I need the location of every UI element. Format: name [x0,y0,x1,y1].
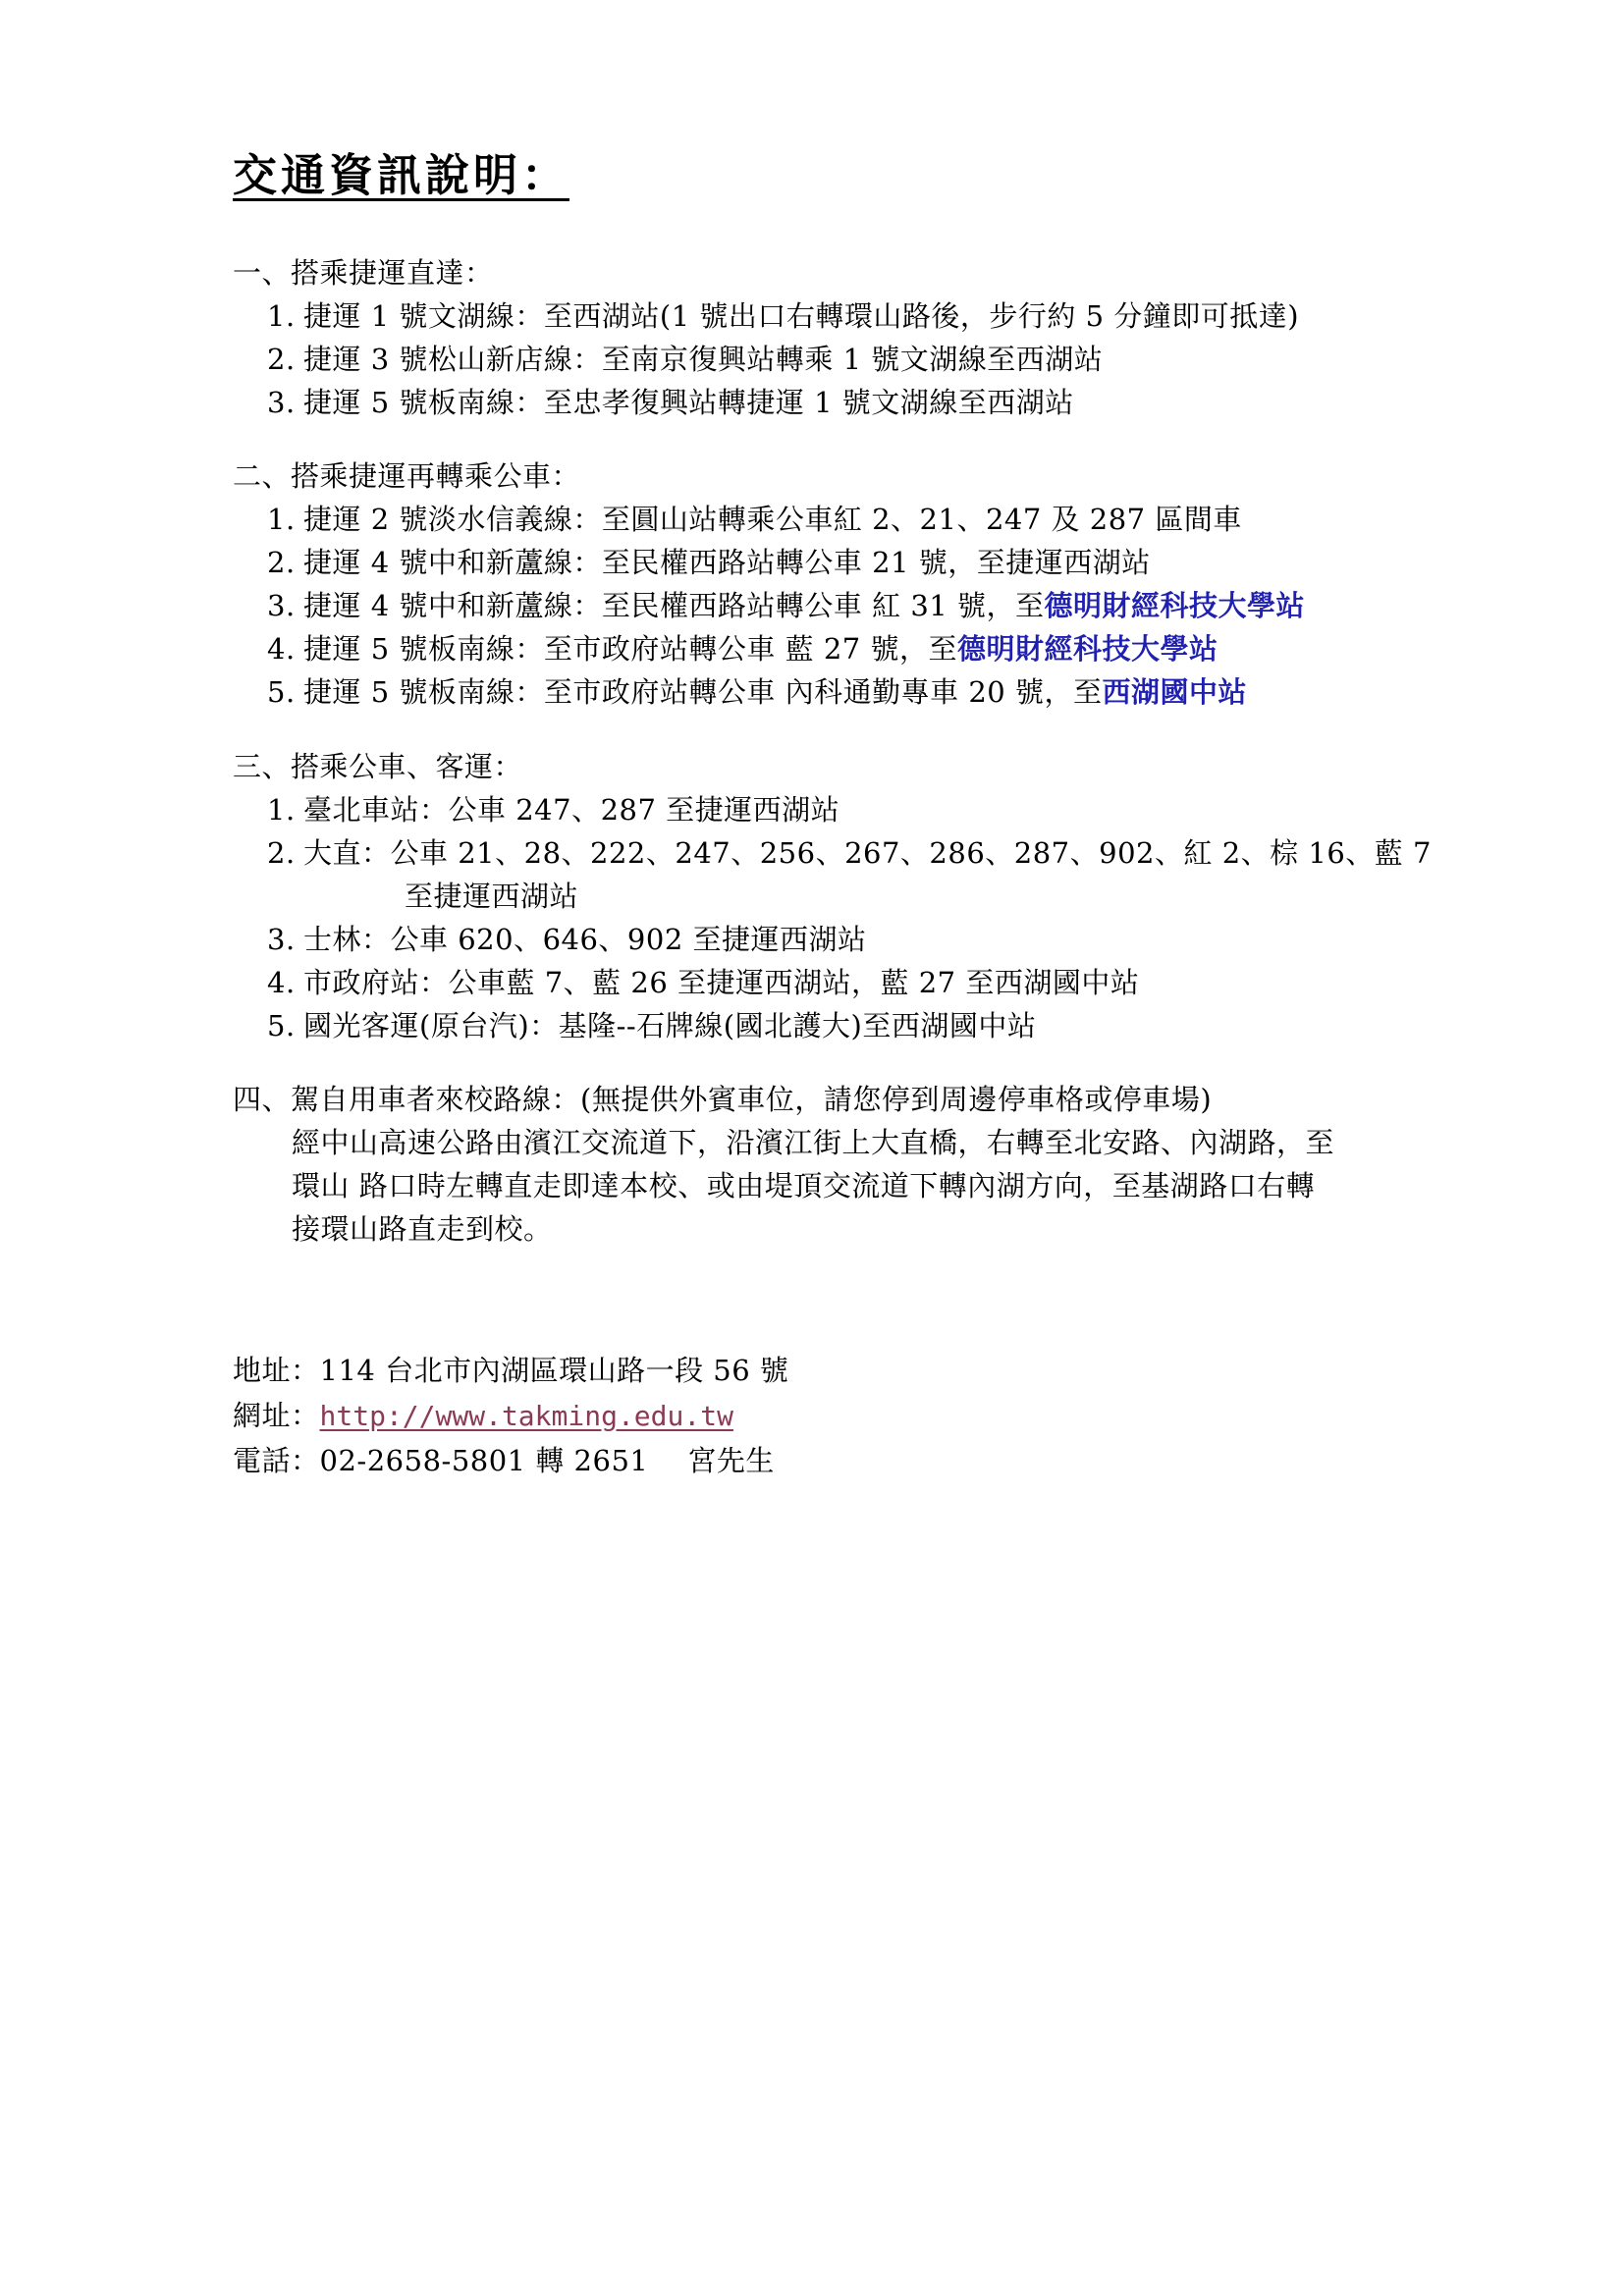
list-item [233,498,1305,541]
item-number: 1. [267,793,296,827]
section-heading: 一、搭乘捷運直達： [233,256,494,290]
destination-highlight: 西湖國中站 [1102,675,1247,709]
list-item [233,584,1305,627]
list-item [233,627,1305,670]
list-item [233,294,1299,338]
page-title: 交通資訊說明： [233,149,570,201]
item-text: 捷運 5 號板南線：至市政府站轉公車 藍 27 號，至 [303,632,957,666]
section-mrt-bus-transfer [233,454,1305,714]
destination-highlight: 德明財經科技大學站 [956,632,1218,666]
item-text: 捷運 3 號松山新店線：至南京復興站轉乘 1 號文湖線至西湖站 [303,343,1104,376]
list-item [233,831,1432,875]
item-text: 國光客運(原台汽)：基隆--石牌線(國北護大)至西湖國中站 [303,1009,1037,1042]
website-label: 網址： [233,1399,320,1432]
item-number: 1. [267,299,296,333]
item-text: 捷運 4 號中和新蘆線：至民權西路站轉公車 21 號，至捷運西湖站 [303,546,1151,579]
section-mrt-direct [233,251,1299,424]
section-driving [233,1078,1334,1251]
item-text: 士林：公車 620、646、902 至捷運西湖站 [303,923,867,956]
item-text: 捷運 1 號文湖線：至西湖站(1 號出口右轉環山路後，步行約 5 分鐘即可抵達) [303,299,1300,333]
item-text: 捷運 2 號淡水信義線：至圓山站轉乘公車紅 2、21、247 及 287 區間車 [303,503,1242,536]
item-number: 4. [267,966,296,999]
section-heading: 三、搭乘公車、客運： [233,750,523,783]
item-number: 3. [267,589,296,622]
list-item [233,670,1305,714]
section-heading: 二、搭乘捷運再轉乘公車： [233,459,581,493]
list-item [233,918,1432,961]
item-number: 5. [267,1009,296,1042]
item-text: 市政府站：公車藍 7、藍 26 至捷運西湖站，藍 27 至西湖國中站 [303,966,1140,999]
item-text: 臺北車站：公車 247、287 至捷運西湖站 [303,793,840,827]
driving-directions [233,1121,1334,1251]
paragraph-line: 接環山路直走到校。 [292,1212,553,1246]
item-text: 捷運 5 號板南線：至市政府站轉公車 內科通勤專車 20 號，至 [303,675,1103,709]
item-number: 5. [267,675,296,709]
paragraph-line: 環山 路口時左轉直走即達本校、或由堤頂交流道下轉內湖方向，至基湖路口右轉 [292,1169,1316,1202]
item-text: 捷運 5 號板南線：至忠孝復興站轉捷運 1 號文湖線至西湖站 [303,386,1074,419]
item-text: 捷運 4 號中和新蘆線：至民權西路站轉公車 紅 31 號，至 [303,589,1045,622]
list-item [233,338,1299,381]
item-number: 4. [267,632,296,666]
destination-highlight: 德明財經科技大學站 [1044,589,1305,622]
section-bus-coach [233,745,1432,1047]
paragraph-line: 經中山高速公路由濱江交流道下，沿濱江街上大直橋，右轉至北安路、內湖路，至 [292,1126,1335,1159]
phone-line [233,1439,788,1484]
address-label: 地址： [233,1354,320,1387]
phone-value: 02-2658-5801 轉 2651 [319,1444,649,1477]
list-item [233,961,1432,1004]
item-text: 大直：公車 21、28、222、247、256、267、286、287、902、紅 2、棕 16、藍 7 [303,836,1432,870]
item-number: 2. [267,343,296,376]
contact-info [233,1349,788,1484]
list-item [233,541,1305,584]
section-heading: 四、駕自用車者來校路線：(無提供外賓車位，請您停到周邊停車格或停車場) [233,1083,1213,1116]
item-number: 3. [267,386,296,419]
website-line [233,1394,788,1439]
address-value: 114 台北市內湖區環山路一段 56 號 [319,1354,789,1387]
contact-person: 宮先生 [687,1444,775,1477]
address-line [233,1349,788,1394]
phone-label: 電話： [233,1444,320,1477]
list-item [233,1004,1432,1047]
item-number: 2. [267,546,296,579]
item-number: 1. [267,503,296,536]
list-item [233,788,1432,831]
website-link[interactable]: http://www.takming.edu.tw [319,1400,733,1432]
item-number: 2. [267,836,296,870]
list-item [233,381,1299,424]
item-continuation: 至捷運西湖站 [405,880,579,913]
item-number: 3. [267,923,296,956]
